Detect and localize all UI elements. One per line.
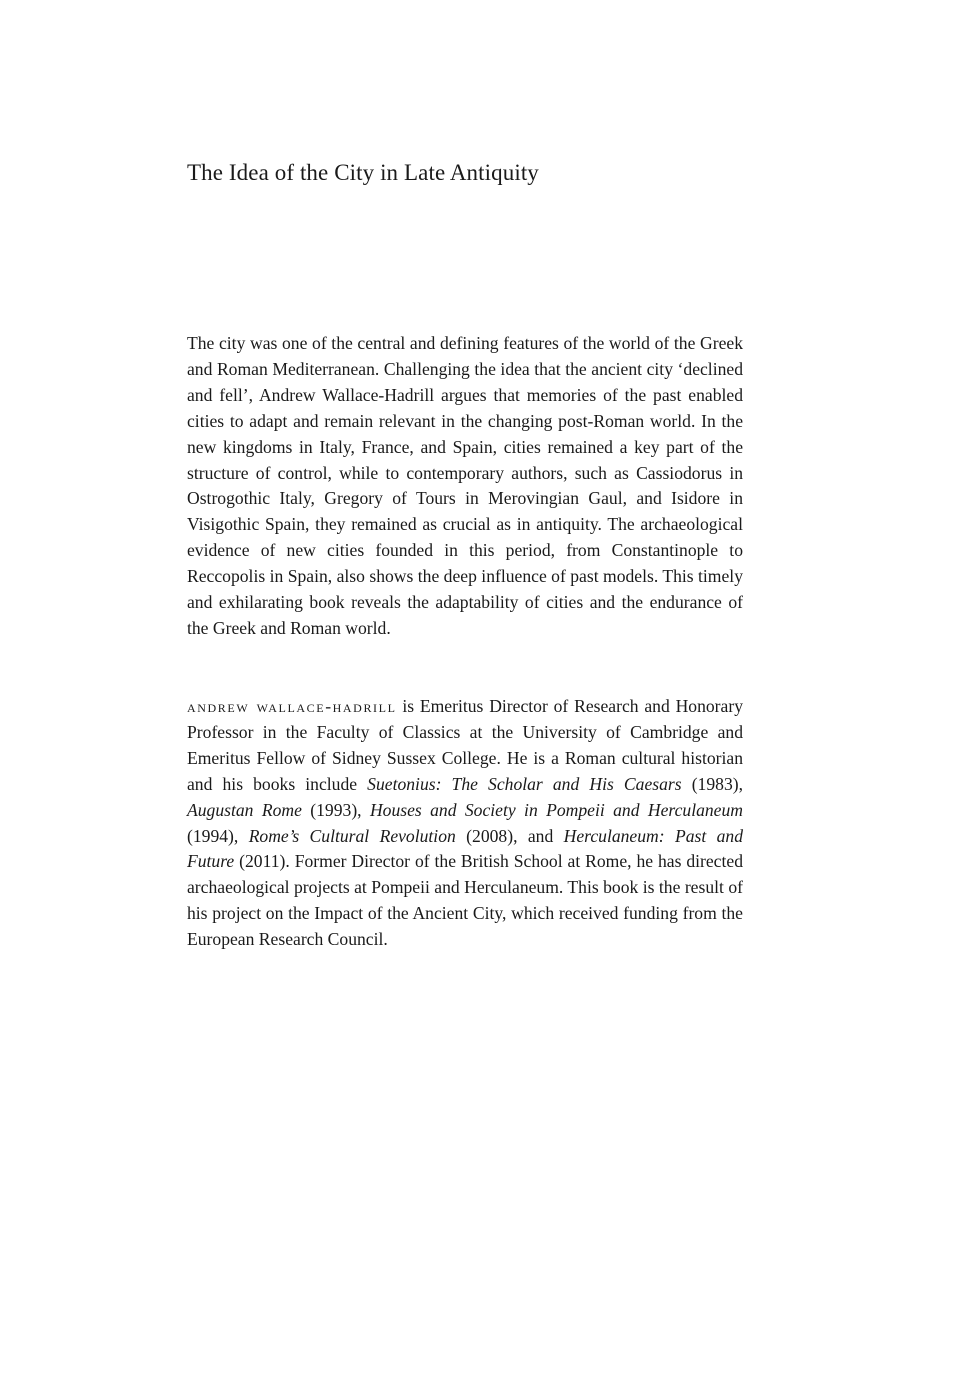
book-citation: Suetonius: The Scholar and His Caesars	[367, 773, 682, 794]
book-summary: The city was one of the central and defining features of the world of the Greek and Roman Mediterranean. Challenging the idea that the ancient city ‘declined and fell’, Andrew Wallace-Hadrill argues that memories of the past enabled cities to adapt and remain relevant in the changing post-Roman world. In the new kingdoms in Italy, France, and Spain, cities remained a key part of the structure of control, while to contemporary authors, such as Cassiodorus in Ostrogothic Italy, Gregory of Tours in Merovingian Gaul, and Isidore in Visigothic Spain, they remained as crucial as in antiquity. The archaeological evidence of new cities founded in this period, from Constantinople to Reccopolis in Spain, also shows the deep influence of past models. This timely and exhilarating book reveals the adaptability of cities and the endurance of the Greek and Roman world.	[187, 333, 743, 638]
bio-text: (2011). Former Director of the British School at Rome, he has directed archaeological projects at Pompeii and Herculaneum. This book is the result of his project on the Impact of the Ancient City, which received funding from the European Research Council.	[187, 851, 743, 950]
book-citation: Houses and Society in Pompeii and Herculaneum	[369, 799, 743, 820]
book-citation: Augustan Rome	[187, 799, 302, 820]
author-name: andrew wallace-hadrill	[187, 696, 397, 716]
bio-text: (1994),	[187, 825, 249, 846]
bio-text: (2008), and	[455, 825, 564, 846]
bio-text: (1983),	[681, 773, 743, 794]
book-citation: Rome’s Cultural Revolution	[248, 825, 456, 846]
book-title: The Idea of the City in Late Antiquity	[187, 160, 539, 185]
bio-text: (1993),	[301, 799, 370, 820]
book-citation: Herculaneum: Past and Future	[187, 825, 744, 872]
bio-text: is Emeritus Director of Research and Honorary Professor in the Faculty of Classics at the University of Cambridge and Emeritus Fellow of Sidney Sussex College. He is a Roman cultural historian and his books include	[187, 696, 743, 794]
author-bio	[187, 694, 743, 953]
